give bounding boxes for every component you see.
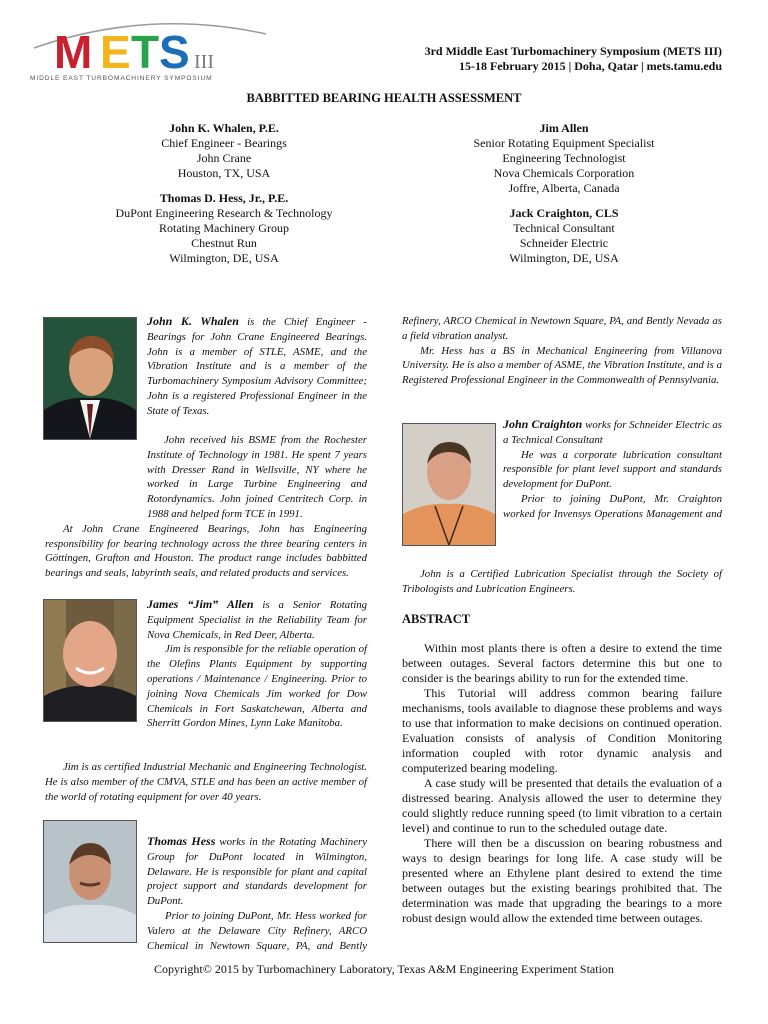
author-name: John K. Whalen, P.E.: [169, 121, 279, 135]
abstract-paragraph: A case study will be presented that details the evaluation of a distressed bearing. Analysis allowed the user to determine they could slightly reduce running speed (to limit vibration to a certain level) and continue to run to the scheduled outage date.: [402, 776, 722, 835]
abstract-heading: ABSTRACT: [402, 612, 471, 626]
abstract-paragraph: This Tutorial will address common bearing failure mechanisms, tools available to diagnose these problems and ways to use that information to make decisions on continued operation. Evaluation consists of analysis of Condition Monitoring information coupled with rotor dynamic analysis and computerized bearing modeling.: [402, 686, 722, 775]
abstract-paragraph: There will then be a discussion on bearing robustness and ways to design bearings for long life. A case study will be presented where an Ethylene plant desired to extend the time between outages but the existing bearings prohibited that. The determination was made that upgrading the bearings to a more robust design would allow the extended time between outages.: [402, 836, 722, 925]
bio-whalen-body: [45, 433, 367, 581]
author-affiliation: Chief Engineer - Bearings: [161, 136, 287, 150]
authors-left: [70, 121, 378, 266]
authors-right: [410, 121, 718, 266]
abstract-body: [402, 641, 722, 926]
author-affiliation: Engineering Technologist: [502, 151, 626, 165]
bio-text: works in the Rotating Machinery Group for DuPont located in Wilmington, Delaware. He is responsible for plant and capital project support and standards development for DuPont.: [147, 836, 367, 908]
bio-paragraph: Prior to joining DuPont, Mr. Craighton worked for Invensys Operations Management and: [503, 492, 722, 520]
portrait-hess: [44, 821, 136, 942]
author-affiliation: Schneider Electric: [519, 236, 609, 250]
photo-allen: [43, 599, 137, 722]
bio-paragraph: He was a corporate lubrication consultant responsible for plant level support and standards development for DuPont.: [503, 448, 722, 491]
conference-line-2: 15-18 February 2015 | Doha, Qatar | mets.tamu.edu: [458, 59, 722, 73]
copyright-footer: Copyright© 2015 by Turbomachinery Laboratory, Texas A&M Engineering Experiment Station: [154, 962, 614, 976]
logo-letter-t: T: [131, 26, 160, 78]
bio-paragraph: Prior to joining DuPont, Mr. Hess worked for Valero at the Delaware City Refinery, ARCO Chemical in Newtown Square, PA, and Bently: [147, 909, 367, 952]
author-name: Jack Craighton, CLS: [509, 206, 619, 220]
author-affiliation: Wilmington, DE, USA: [169, 251, 279, 265]
bio-paragraph: At John Crane Engineered Bearings, John has Engineering responsibility for bearing technology across the three bearing centers in Göttingen, Grafton and Houston. The product range includes babbitted bearings and seals, labyrinth seals, and related products and services.: [45, 522, 367, 580]
bio-name-allen: James “Jim” Allen: [147, 597, 254, 611]
mets-logo: [28, 16, 278, 84]
bio-text: works for Schneider Electric as a Technical Consultant: [503, 419, 722, 446]
author-block-allen: [410, 121, 718, 196]
conference-info: [330, 44, 722, 74]
logo-letter-m: M: [54, 26, 93, 78]
author-block-whalen: [70, 121, 378, 181]
bio-paragraph: Jim is responsible for the reliable operation of the Olefins Plants Equipment by supporting operations / Maintenance / Engineering. Prior to joining Nova Chemicals Jim worked for Dow Chemicals in Fort Saskatchewan, Alberta and Sherritt Gordon Mines, Lynn Lake Manitoba.: [147, 643, 367, 730]
bio-paragraph: Jim is as certified Industrial Mechanic and Engineering Technologist. He is also member of the CMVA, STLE and has been an active member of the world of rotating equipment for over 40 years.: [45, 761, 367, 803]
author-affiliation: Chestnut Run: [191, 236, 257, 250]
author-name: Thomas D. Hess, Jr., P.E.: [159, 191, 289, 205]
author-affiliation: Technical Consultant: [513, 221, 615, 235]
bio-allen-body: [45, 760, 367, 804]
photo-whalen: [43, 317, 137, 440]
portrait-craighton: [403, 424, 495, 545]
bio-name-whalen: John K. Whalen: [147, 314, 239, 328]
bio-craighton-intro: [503, 417, 722, 522]
bio-paragraph: Refinery, ARCO Chemical in Newtown Square, PA, and Bently Nevada as a field vibration analyst.: [402, 315, 722, 342]
bio-craighton-body: [402, 567, 722, 597]
author-affiliation: Joffre, Alberta, Canada: [508, 181, 620, 195]
logo-letter-s: S: [159, 26, 190, 78]
author-affiliation: Nova Chemicals Corporation: [493, 166, 635, 180]
abstract-paragraph: Within most plants there is often a desire to extend the time between outages. Several factors determine this but one to consider is the bearings ability to run for the extended time.: [402, 641, 722, 685]
bio-whalen-intro: [147, 314, 367, 419]
author-affiliation: Rotating Machinery Group: [159, 221, 289, 235]
author-block-hess: [70, 191, 378, 266]
author-block-craighton: [410, 206, 718, 266]
bio-allen-intro: [147, 597, 367, 731]
author-affiliation: John Crane: [196, 151, 252, 165]
conference-line-1: 3rd Middle East Turbomachinery Symposium (METS III): [424, 44, 722, 58]
bio-paragraph: John is a Certified Lubrication Specialist through the Society of Tribologists and Lubrication Engineers.: [402, 568, 722, 595]
photo-craighton: [402, 423, 496, 546]
author-affiliation: DuPont Engineering Research & Technology: [115, 206, 333, 220]
portrait-allen: [44, 600, 136, 721]
mets-logo-graphic: [28, 16, 278, 84]
author-affiliation: Houston, TX, USA: [177, 166, 271, 180]
author-name: Jim Allen: [539, 121, 589, 135]
bio-name-craighton: John Craighton: [503, 417, 583, 431]
logo-tagline: MIDDLE EAST TURBOMACHINERY SYMPOSIUM: [30, 75, 213, 82]
bio-text: is a Senior Rotating Equipment Specialist in the Reliability Team for Nova Chemicals, in Red Deer, Alberta.: [147, 599, 367, 641]
author-affiliation: Wilmington, DE, USA: [509, 251, 619, 265]
bio-paragraph: John received his BSME from the Rochester Institute of Technology in 1981. He spent 7 years with Dresser Rand in Wellsville, NY where he worked in Large Turbine Engineering and Rotordynamics. John joined Centritech Corp. in 1988 and helped form TCE in 1991.: [147, 434, 367, 520]
logo-roman: III: [194, 51, 214, 73]
portrait-whalen: [44, 318, 136, 439]
logo-letter-e: E: [100, 26, 131, 78]
bio-hess-continued: [402, 314, 722, 388]
photo-hess: [43, 820, 137, 943]
bio-paragraph: Mr. Hess has a BS in Mechanical Engineering from Villanova University. He is also a member of ASME, the Vibration Institute, and is a Registered Professional Engineer in the Commonwealth of Pennsylvania.: [402, 344, 722, 387]
bio-hess-intro: [147, 834, 367, 953]
author-affiliation: Senior Rotating Equipment Specialist: [473, 136, 655, 150]
bio-name-hess: Thomas Hess: [147, 834, 216, 848]
bio-text: is the Chief Engineer - Bearings for John Crane Engineered Bearings. John is a member of STLE, ASME, and the Vibration Institute and is a member of the Turbomachinery Symposium Advisory Committee; John is a registered Professional Engineer in the State of Texas.: [147, 316, 368, 417]
paper-title: BABBITTED BEARING HEALTH ASSESSMENT: [246, 91, 522, 105]
